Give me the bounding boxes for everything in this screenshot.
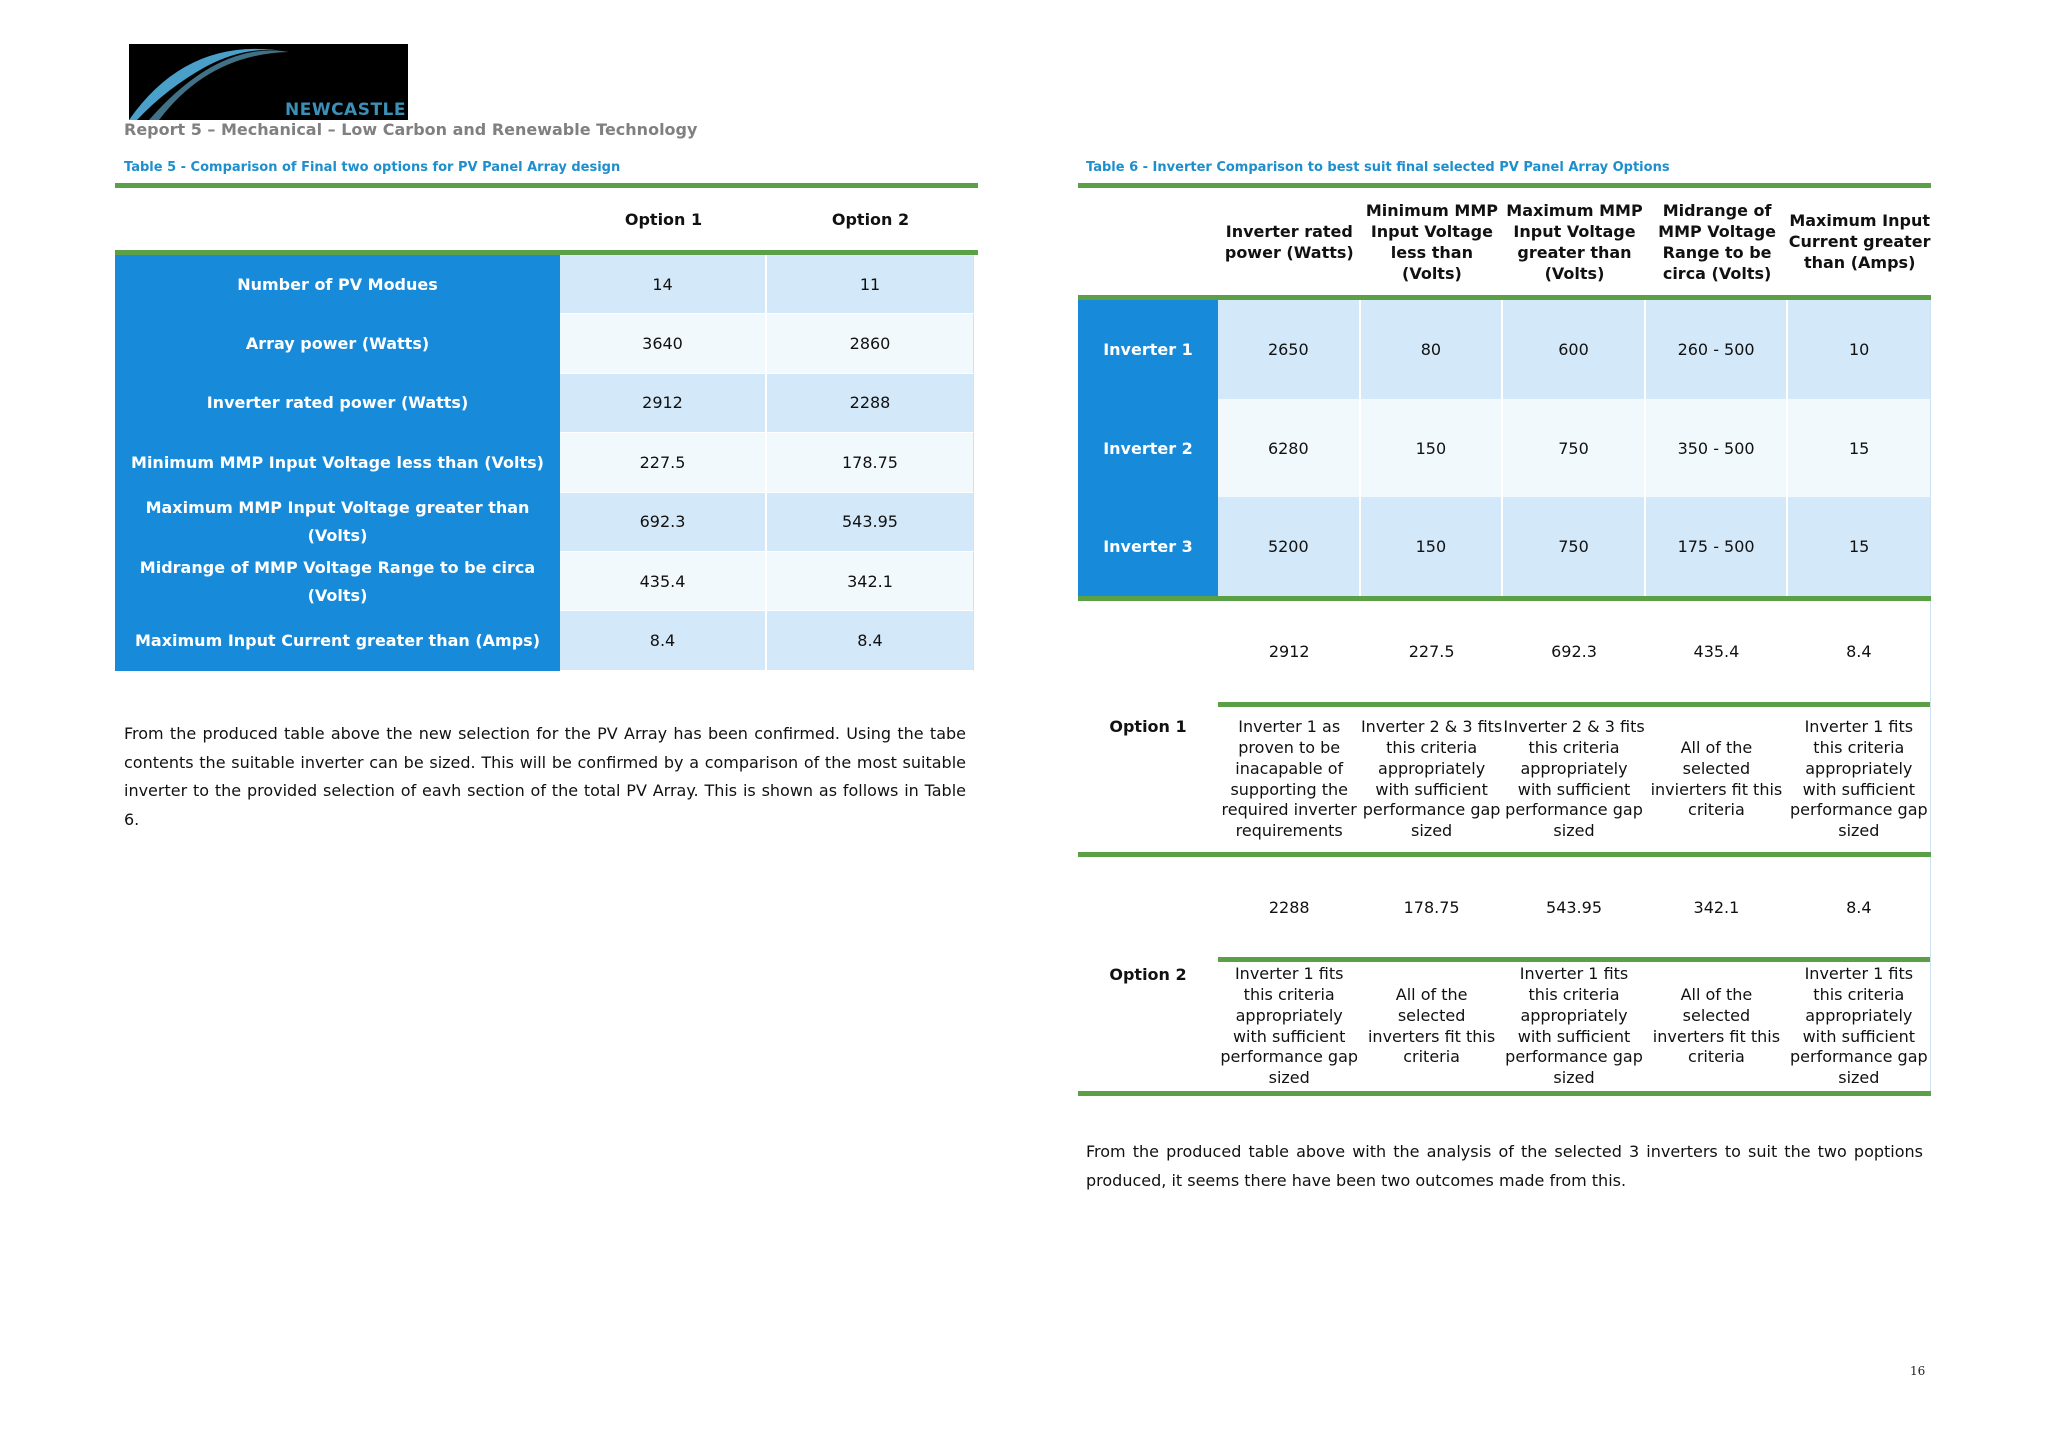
table5-header-row <box>115 188 978 250</box>
table-row <box>115 493 978 552</box>
row-label: Minimum MMP Input Voltage less than (Volts) <box>115 433 560 492</box>
table6-col-header: Midrange of MMP Voltage Range to be circa (Volts) <box>1658 200 1777 283</box>
table5 <box>115 183 978 671</box>
row-label: Inverter 3 <box>1078 497 1218 596</box>
table5-caption: Table 5 - Comparison of Final two options for PV Panel Array design <box>124 160 621 175</box>
body-paragraph: From the produced table above with the analysis of the selected 3 inverters to suit the two poptions produced, it seems there have been two outcomes made from this. <box>1086 1142 1923 1190</box>
option-notes-row <box>1218 962 1930 1091</box>
table-cell: 750 <box>1503 497 1646 596</box>
table6-bottom-rule <box>1078 1091 1931 1096</box>
table-cell: Inverter 1 fits this criteria appropriately with sufficient performance gap sized <box>1220 964 1359 1088</box>
table-row <box>115 255 978 314</box>
table-cell: 543.95 <box>767 493 974 552</box>
newcastle-logo <box>129 44 408 120</box>
table-cell: 692.3 <box>1551 642 1597 662</box>
logo-text: NEWCASTLE <box>284 100 406 120</box>
table-cell: 10 <box>1788 300 1931 399</box>
row-label: Number of PV Modues <box>115 255 560 314</box>
table-row <box>115 374 978 433</box>
row-label: Inverter rated power (Watts) <box>115 374 560 433</box>
row-label: Array power (Watts) <box>115 314 560 373</box>
table-cell: Inverter 2 & 3 fits this criteria appropriately with sufficient performance gap sized <box>1360 717 1503 841</box>
table-cell: 6280 <box>1218 399 1361 498</box>
row-label: Midrange of MMP Voltage Range to be circa (Volts) <box>115 552 560 611</box>
option-block <box>1078 857 1931 1091</box>
table-cell: 5200 <box>1218 497 1361 596</box>
table6-caption: Table 6 - Inverter Comparison to best suit final selected PV Panel Array Options <box>1086 160 1670 175</box>
table6 <box>1078 183 1931 1096</box>
table-cell: 342.1 <box>767 552 974 611</box>
table-cell: All of the selected inverters fit this criteria <box>1652 984 1781 1067</box>
table-row <box>115 552 978 611</box>
table-cell: 8.4 <box>767 611 974 670</box>
table-row <box>1078 497 1931 596</box>
table-cell: Inverter 1 fits this criteria appropriately with sufficient performance gap sized <box>1789 964 1928 1088</box>
table-cell: 350 - 500 <box>1646 399 1789 498</box>
row-label: Inverter 2 <box>1078 399 1218 498</box>
table-cell: 14 <box>560 255 767 314</box>
row-label: Maximum Input Current greater than (Amps) <box>115 611 560 670</box>
table5-col-header: Option 1 <box>624 209 703 229</box>
table-cell: 227.5 <box>1408 642 1455 662</box>
table-cell: 178.75 <box>1403 897 1460 917</box>
option-label: Option 2 <box>1109 964 1187 984</box>
table-cell: 227.5 <box>560 433 767 492</box>
table-cell: Inverter 1 as proven to be inacapable of supporting the required inverter requirements <box>1221 717 1357 841</box>
table6-col-header: Minimum MMP Input Voltage less than (Volts) <box>1365 200 1498 283</box>
row-label: Inverter 1 <box>1078 300 1218 399</box>
table-cell: 543.95 <box>1546 897 1602 917</box>
table-cell: All of the selected invierters fit this criteria <box>1650 737 1783 820</box>
table-row <box>115 314 978 373</box>
table-cell: 8.4 <box>560 611 767 670</box>
table-row <box>115 611 978 670</box>
table-cell: Inverter 1 fits this criteria appropriately with sufficient performance gap sized <box>1505 964 1643 1088</box>
table5-col-header: Option 2 <box>831 209 910 229</box>
table-cell: 178.75 <box>767 433 974 492</box>
table-cell: 175 - 500 <box>1646 497 1789 596</box>
option-values-row <box>1218 601 1930 702</box>
table-cell: 260 - 500 <box>1646 300 1789 399</box>
option-notes-row <box>1218 707 1930 852</box>
option-label: Option 1 <box>1109 717 1187 737</box>
table-cell: 8.4 <box>1846 897 1872 917</box>
table-row <box>115 433 978 492</box>
page-number: 16 <box>1910 1364 1926 1378</box>
table-cell: 2288 <box>1268 897 1310 917</box>
table6-col-header: Maximum MMP Input Voltage greater than (Volts) <box>1506 200 1643 283</box>
option-block <box>1078 601 1931 852</box>
table-cell: 2912 <box>560 374 767 433</box>
table-cell: Inverter 2 & 3 fits this criteria appropriately with sufficient performance gap sized <box>1503 717 1645 841</box>
table-cell: 2288 <box>767 374 974 433</box>
table-cell: 15 <box>1788 399 1931 498</box>
table-cell: 2650 <box>1218 300 1361 399</box>
table-cell: 342.1 <box>1693 897 1740 917</box>
table-cell: Inverter 1 fits this criteria appropriately with sufficient performance gap sized <box>1789 717 1928 841</box>
table-cell: 692.3 <box>560 493 767 552</box>
table-cell: 2860 <box>767 314 974 373</box>
table6-header-row <box>1078 188 1931 295</box>
table-cell: 80 <box>1361 300 1504 399</box>
option-values-row <box>1218 857 1930 957</box>
table6-col-header: Inverter rated power (Watts) <box>1224 221 1354 262</box>
table-cell: All of the selected inverters fit this criteria <box>1367 984 1496 1067</box>
table-cell: 435.4 <box>1693 642 1740 662</box>
table6-col-header: Maximum Input Current greater than (Amps) <box>1788 211 1931 272</box>
table-cell: 600 <box>1503 300 1646 399</box>
report-title: Report 5 – Mechanical – Low Carbon and Renewable Technology <box>124 120 698 139</box>
row-label: Maximum MMP Input Voltage greater than (Volts) <box>115 493 560 552</box>
table-cell: 3640 <box>560 314 767 373</box>
table-cell: 750 <box>1503 399 1646 498</box>
table-cell: 150 <box>1361 497 1504 596</box>
table-cell: 15 <box>1788 497 1931 596</box>
table-cell: 435.4 <box>560 552 767 611</box>
table-row <box>1078 399 1931 498</box>
table-row <box>1078 300 1931 399</box>
table-cell: 8.4 <box>1846 642 1872 662</box>
table5-body <box>115 255 978 671</box>
table-cell: 11 <box>767 255 974 314</box>
table-cell: 150 <box>1361 399 1504 498</box>
table-cell: 2912 <box>1268 642 1310 662</box>
body-paragraph: From the produced table above the new selection for the PV Array has been confirmed. Using the tabe contents the suitable inverter can be sized. This will be confirmed by a comparison of the most suitable inverter to the provided selection of eavh section of the total PV Array. This is shown as follows in Table 6. <box>124 724 966 829</box>
